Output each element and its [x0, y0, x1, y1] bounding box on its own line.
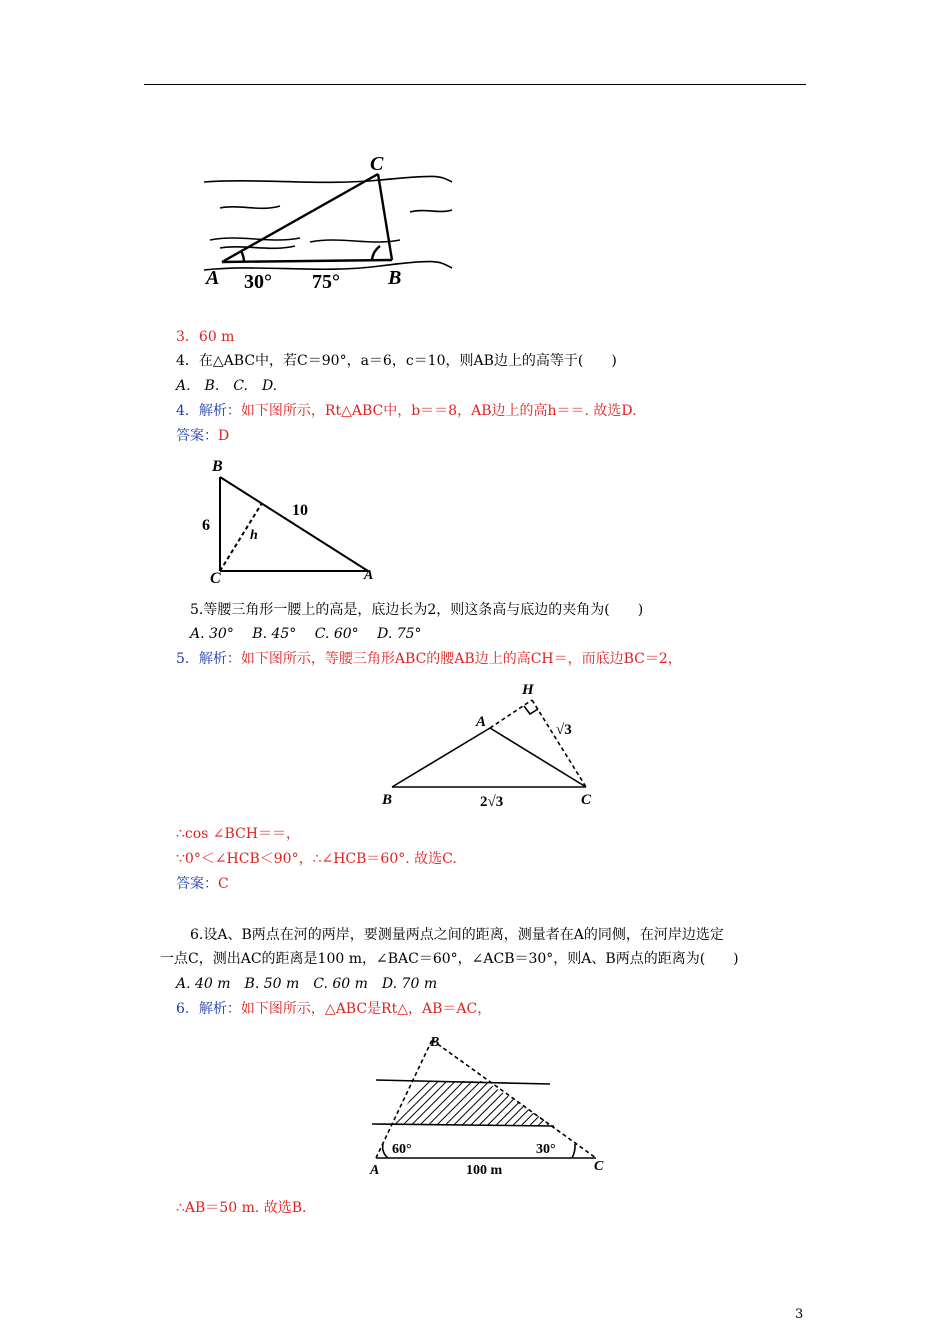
- q6-conclusion: ∴AB＝50 m. 故选B.: [176, 1200, 307, 1216]
- fig4-label-c: C: [594, 1159, 604, 1174]
- fig4-distance: 100 m: [466, 1163, 503, 1178]
- q4-question: 4．在△ABC中，若C＝90°，a＝6，c＝10，则AB边上的高等于( ): [176, 353, 617, 369]
- q5-answer-value: C: [218, 876, 229, 892]
- q4-answer-value: D: [218, 428, 230, 444]
- q6-question-line1: 6.设A、B两点在河的两岸，要测量两点之间的距离，测量者在A的同侧，在河岸边选定: [190, 927, 724, 943]
- q5-step1: ∴cos ∠BCH＝＝，: [176, 826, 301, 842]
- fig3-label-a: A: [476, 714, 487, 730]
- fig4-label-b: B: [430, 1035, 440, 1050]
- q3-answer: 3．60 m: [176, 329, 235, 345]
- fig2-side-10: 10: [292, 502, 308, 519]
- q5-question: 5.等腰三角形一腰上的高是，底边长为2，则这条高与底边的夹角为( ): [190, 602, 644, 618]
- q4-analysis-text: 如下图所示，Rt△ABC中，b＝＝8，AB边上的高h＝＝. 故选D.: [240, 403, 637, 419]
- fig2-label-a: A: [364, 568, 374, 583]
- page-number: 3: [795, 1307, 804, 1322]
- fig4-angle-a: 60°: [392, 1142, 412, 1157]
- q4-options: A. B. C. D.: [176, 378, 278, 394]
- q5-analysis-label: 5．解析：: [176, 651, 241, 667]
- q4-analysis: [176, 401, 637, 421]
- figure-river-hatched: [368, 1032, 618, 1177]
- fig1-angle-b: 75°: [312, 271, 340, 293]
- fig4-angle-c: 30°: [536, 1142, 556, 1157]
- fig1-angle-a: 30°: [244, 271, 272, 293]
- q4-answer-label: 答案：: [176, 428, 218, 444]
- figure-river-triangle: [200, 150, 460, 300]
- q6-options: A. 40 m B. 50 m C. 60 m D. 70 m: [176, 976, 438, 992]
- fig3-label-h: H: [522, 682, 534, 698]
- fig2-label-h: h: [250, 528, 258, 543]
- fig2-side-6: 6: [202, 517, 210, 534]
- fig3-label-c: C: [581, 792, 592, 808]
- fig2-label-c: C: [210, 570, 221, 587]
- figure-isosceles-triangle: [378, 676, 598, 811]
- q5-analysis-text: 如下图所示，等腰三角形ABC的腰AB边上的高CH＝，而底边BC＝2，: [240, 651, 682, 667]
- fig3-label-b: B: [382, 792, 393, 808]
- q5-options: A. 30° B. 45° C. 60° D. 75°: [190, 626, 422, 642]
- fig1-label-b: B: [388, 267, 402, 289]
- q6-analysis: [176, 999, 491, 1019]
- q6-analysis-label: 6．解析：: [176, 1001, 241, 1017]
- q5-step2: ∵0°＜∠HCB＜90°，∴∠HCB＝60°. 故选C.: [176, 851, 457, 867]
- fig2-label-b: B: [212, 458, 223, 475]
- q4-analysis-label: 4．解析：: [176, 403, 241, 419]
- q5-answer: [176, 874, 229, 894]
- fig1-label-c: C: [370, 153, 384, 175]
- fig3-side-hc: √3: [556, 722, 572, 738]
- q5-analysis: [176, 649, 682, 669]
- q4-answer: [176, 426, 229, 446]
- fig1-label-a: A: [206, 267, 220, 289]
- q6-question-line2: 一点C，测出AC的距离是100 m，∠BAC＝60°，∠ACB＝30°，则A、B两点的距离为( ): [160, 951, 739, 967]
- fig4-label-a: A: [370, 1163, 380, 1178]
- q6-analysis-text: 如下图所示，△ABC是Rt△，AB＝AC，: [240, 1001, 492, 1017]
- fig3-side-bc: 2√3: [480, 794, 504, 810]
- header-rule: [144, 84, 806, 85]
- q5-answer-label: 答案：: [176, 876, 218, 892]
- figure-right-triangle: [198, 455, 388, 585]
